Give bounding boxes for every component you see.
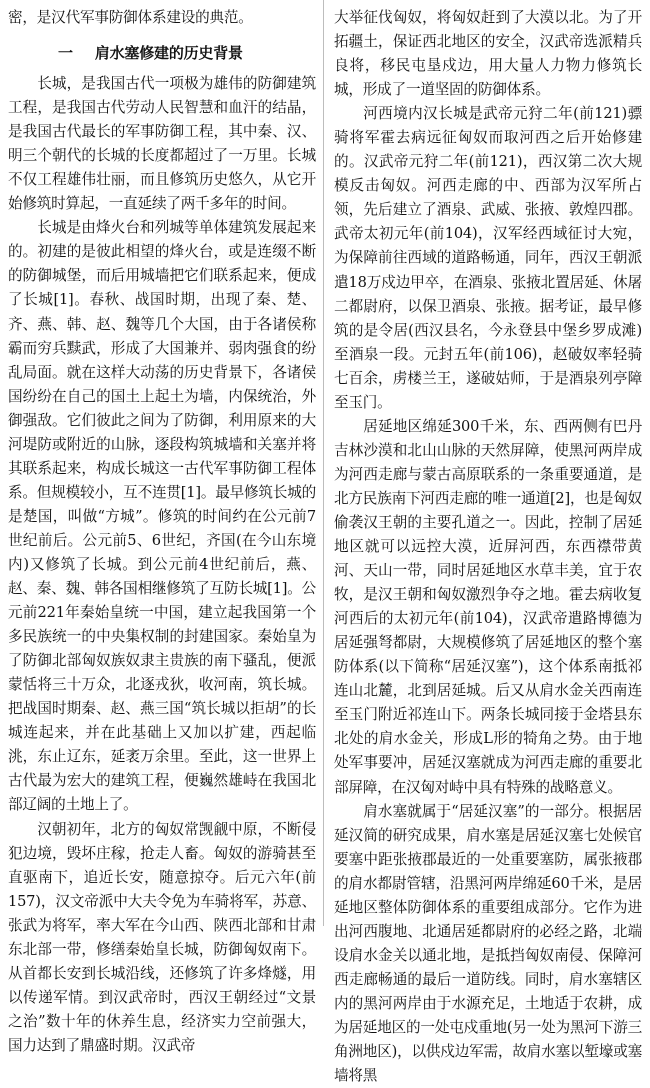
paragraph: 密，是汉代军事防御体系建设的典范。 [8, 9, 253, 26]
left-column [8, 6, 316, 1058]
section-title: 肩水塞修建的历史背景 [94, 44, 243, 63]
paragraph: 长城是由烽火台和列城等单体建筑发展起来的。初建的是彼此相望的烽火台，或是连缀不断的防御城堡，而后用城墙把它们联系起来，便成了长城[1]。春秋、战国时期，出现了秦、楚、齐、燕、韩、赵、魏等几个大国，由于各诸侯称霸而穷兵黩武，形成了大国兼并、弱肉强食的纷乱局面。就在这样大动荡的历史背景下，各诸侯国纷纷在自己的国土上起土为墙，内保统治，外御强敌。它们彼此之间为了防御，利用原来的大河堤防或附近的山脉，逐段构筑城墙和关塞并将其联系起来，构成长城这一古代军事防御工程体系。但规模较小，互不连贯[1]。最早修筑长城的是楚国，叫做“方城”。修筑的时间约在公元前7世纪前后。公元前5、6世纪，齐国(在今山东境内)又修筑了长城。到公元前4世纪前后，燕、赵、秦、魏、韩各国相继修筑了互防长城[1]。公元前221年秦始皇统一中国，建立起我国第一个多民族统一的中央集权制的封建国家。秦始皇为了防御北部匈奴族奴隶主贵族的南下骚乱，便派蒙恬将三十万众，北逐戎狄，收河南，筑长城。把战国时期秦、赵、燕三国“筑长城以拒胡”的长城连起来，并在此基础上又加以扩建，西起临洮，东止辽东，延袤万余里。至此，这一世界上古代最为宏大的建筑工程，便巍然雄峙在我国北部辽阔的土地上了。 [8, 219, 316, 814]
paragraph: 大举征伐匈奴，将匈奴赶到了大漠以北。为了开拓疆土，保证西北地区的安全，汉武帝选派精兵良将，移民屯垦戍边，用大量人力物力修筑长城，形成了一道坚固的防御体系。 [334, 9, 642, 99]
paragraph: 居延地区绵延300千米，东、西两侧有巴丹吉林沙漠和北山山脉的天然屏障，使黑河两岸成为河西走廊与蒙古高原联系的一条重要通道，是北方民族南下河西走廊的唯一通道[2]，也是匈奴偷袭汉王朝的主要孔道之一。因此，控制了居延地区就可以远控大漠，近屏河西，东西襟带黄河、天山一带，同时居延地区水草丰美，宜于农牧，是汉王朝和匈奴激烈争夺之地。霍去病收复河西后的太初元年(前104)，汉武帝遣路博德为居延强弩都尉，大规模修筑了居延地区的整个塞防体系(以下简称“居延汉塞”)，这个体系南抵祁连山北麓，北到居延城。后又从肩水金关西南连至玉门附近祁连山下。两条长城同接于金塔县东北处的肩水金关，形成L形的犄角之势。由于地处军事要冲，居延汉塞就成为河西走廊的重要北部屏障，在汉匈对峙中具有特殊的战略意义。 [334, 417, 642, 796]
paragraph: 汉朝初年，北方的匈奴常觊觎中原，不断侵犯边境，毁坏庄稼，抢走人畜。匈奴的游骑甚至直驱南下，追近长安，随意掠夺。后元六年(前157)，汉文帝派中大夫令免为车骑将军，苏意、张武为将军，率大军在今山西、陕西北部和甘肃东北部一带，修缮秦始皇长城，防御匈奴南下。从首都长安到长城沿线，还修筑了许多烽燧，用以传递军情。到汉武帝时，西汉王朝经过“文景之治”数十年的休养生息，经济实力空前强大，国力达到了鼎盛时期。汉武帝 [8, 820, 316, 1054]
section-number: 一 [58, 44, 73, 63]
paragraph: 河西境内汉长城是武帝元狩二年(前121)骠骑将军霍去病远征匈奴而取河西之后开始修建的。汉武帝元狩二年(前121)，西汉第二次大规模反击匈奴。河西走廊的中、西部为汉军所占领，先后建立了酒泉、武威、张掖、敦煌四郡。武帝太初元年(前104)，汉军经西域征讨大宛，为保障前往西域的道路畅通，同年，西汉王朝派遣18万戍边甲卒，在酒泉、张掖北置居延、休屠二都尉府，以保卫酒泉、张掖。据考证，最早修筑的是令居(西汉县名，今永登县中堡乡罗成滩)至酒泉一段。元封五年(前106)，赵破奴率轻骑七百余，虏楼兰王，遂破姑师，于是酒泉列亭障至玉门。 [334, 105, 642, 411]
section-heading [8, 42, 316, 64]
paragraph: 长城，是我国古代一项极为雄伟的防御建筑工程，是我国古代劳动人民智慧和血汗的结晶，是我国古代最长的军事防御工程，其中秦、汉、明三个朝代的长城的长度都超过了一万里。长城不仅工程雄伟壮丽，而且修筑历史悠久，从它开始修筑时算起，一直延续了两千多年的时间。 [8, 75, 316, 213]
paragraph: 肩水塞就属于“居延汉塞”的一部分。根据居延汉简的研究成果，肩水塞是居延汉塞七处候官要塞中距张掖郡最近的一处重要塞防，属张掖郡的肩水都尉管辖，沿黑河两岸绵延60千米，是居延地区整体防御体系的重要组成部分。它作为进出河西腹地、北通居延都尉府的必经之路，北端设肩水金关以通北地，是抵挡匈奴南侵、保障河西走廊畅通的最后一道防线。同时，肩水塞辖区内的黑河两岸由于水源充足，土地适于农耕，成为居延地区的一处屯戍重地(另一处为黑河下游三角洲地区)，以供戍边军需，故肩水塞以堑壕或塞墙将黑 [334, 802, 642, 1085]
column-divider [323, 0, 324, 926]
